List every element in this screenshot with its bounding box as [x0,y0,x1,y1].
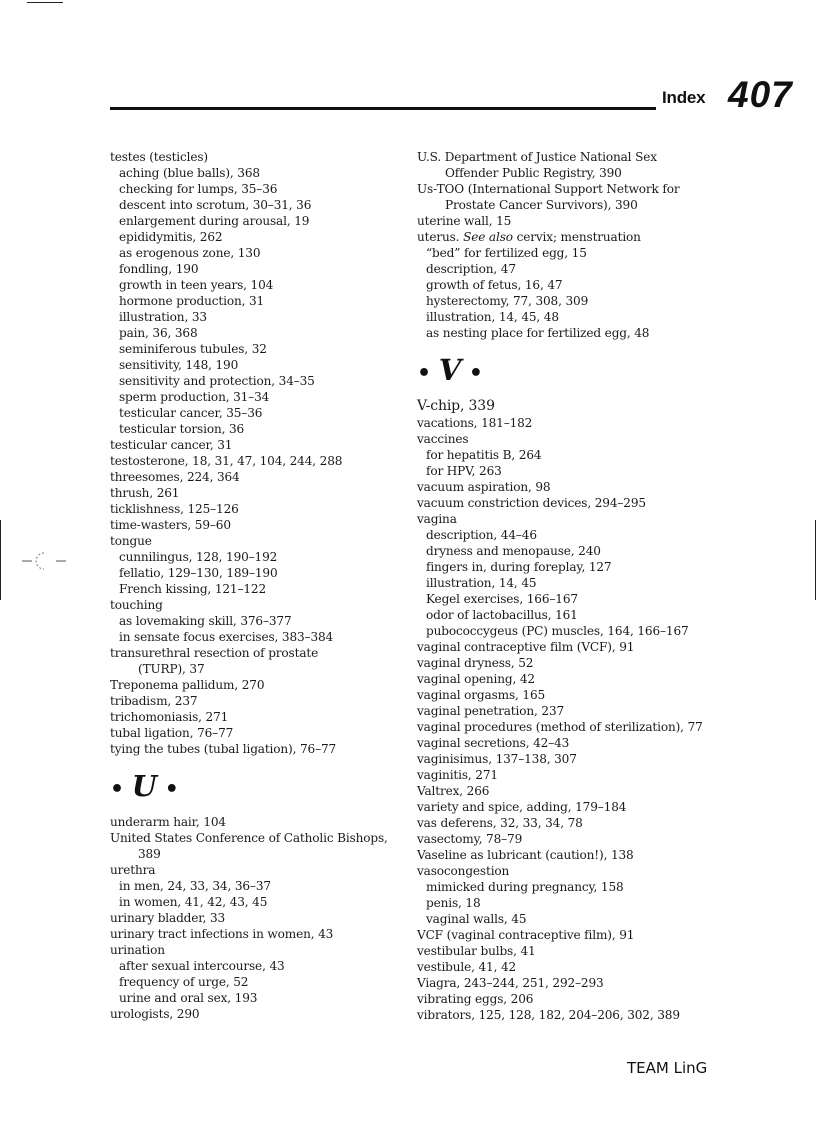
index-entry: tubal ligation, 76–77 [110,726,234,740]
index-entry: vaginal orgasms, 165 [417,688,546,702]
index-subentry: checking for lumps, 35–36 [119,182,278,196]
index-subentry: pain, 36, 368 [119,326,198,340]
index-subentry: fellatio, 129–130, 189–190 [119,566,278,580]
index-entry: variety and spice, adding, 179–184 [417,800,627,814]
index-subentry: growth in teen years, 104 [119,278,274,292]
index-subentry: mimicked during pregnancy, 158 [426,880,624,894]
index-subentry: for HPV, 263 [426,464,502,478]
index-subentry: sensitivity, 148, 190 [119,358,239,372]
index-entry-continuation: Offender Public Registry, 390 [445,166,622,180]
index-entry: vacations, 181–182 [417,416,533,430]
index-subentry: fingers in, during foreplay, 127 [426,560,612,574]
crop-mark-top [27,2,63,3]
index-entry: Viagra, 243–244, 251, 292–293 [417,976,604,990]
footer-text: TEAM LinG [627,1059,708,1077]
index-entry: vaginal opening, 42 [417,672,535,686]
index-subentry: as lovemaking skill, 376–377 [119,614,292,628]
index-entry: Treponema pallidum, 270 [110,678,265,692]
index-subentry: illustration, 33 [119,310,207,324]
index-entry: vibrators, 125, 128, 182, 204–206, 302, 389 [417,1008,680,1022]
bullet-icon: • [461,361,483,386]
index-subentry: descent into scrotum, 30–31, 36 [119,198,312,212]
index-subentry: aching (blue balls), 368 [119,166,260,180]
index-subentry: after sexual intercourse, 43 [119,959,285,973]
index-subentry: dryness and menopause, 240 [426,544,601,558]
see-also-label: See also [463,230,513,244]
page-number: 407 [728,74,793,115]
index-subentry: testicular cancer, 35–36 [119,406,263,420]
index-subentry: odor of lactobacillus, 161 [426,608,578,622]
index-subentry: pubococcygeus (PC) muscles, 164, 166–167 [426,624,689,638]
index-subentry: illustration, 14, 45 [426,576,537,590]
index-entry: thrush, 261 [110,486,180,500]
index-entry: transurethral resection of prostate [110,646,319,660]
index-subentry: seminiferous tubules, 32 [119,342,267,356]
index-subentry: French kissing, 121–122 [119,582,266,596]
index-subentry: enlargement during arousal, 19 [119,214,310,228]
index-entry: vaccines [417,432,469,446]
index-entry: vestibule, 41, 42 [417,960,517,974]
index-entry: V-chip, 339 [417,398,495,414]
index-subentry: in men, 24, 33, 34, 36–37 [119,879,271,893]
index-entry-continuation: 389 [138,847,161,861]
index-entry: Valtrex, 266 [417,784,490,798]
index-entry: vibrating eggs, 206 [417,992,534,1006]
index-entry: uterine wall, 15 [417,214,512,228]
index-entry: vestibular bulbs, 41 [417,944,536,958]
bullet-icon: • [157,777,179,802]
crop-mark-left [0,520,1,600]
index-entry [417,229,717,245]
section-heading-letter [417,341,717,398]
index-subentry: hormone production, 31 [119,294,265,308]
index-entry-continuation: (TURP), 37 [138,662,205,676]
index-entry-continuation: Prostate Cancer Survivors), 390 [445,198,638,212]
index-subentry: “bed” for fertilized egg, 15 [426,246,587,260]
header-rule [110,107,656,110]
index-entry: vaginitis, 271 [417,768,498,782]
index-entry: U.S. Department of Justice National Sex [417,150,657,164]
index-subentry: cunnilingus, 128, 190–192 [119,550,278,564]
section-heading-letter [110,757,406,814]
index-entry: underarm hair, 104 [110,815,226,829]
index-subentry: urine and oral sex, 193 [119,991,258,1005]
index-subentry: in women, 41, 42, 43, 45 [119,895,268,909]
index-subentry: Kegel exercises, 166–167 [426,592,578,606]
index-subentry: epididymitis, 262 [119,230,223,244]
index-entry: trichomoniasis, 271 [110,710,229,724]
index-entry: VCF (vaginal contraceptive film), 91 [417,928,635,942]
index-subentry: description, 44–46 [426,528,537,542]
index-entry: vaginal procedures (method of sterilization), 77 [417,720,703,734]
index-entry: vasectomy, 78–79 [417,832,523,846]
index-entry: urinary bladder, 33 [110,911,226,925]
index-entry: touching [110,598,163,612]
index-entry: vaginisimus, 137–138, 307 [417,752,577,766]
index-entry: threesomes, 224, 364 [110,470,240,484]
bullet-icon: • [417,361,439,386]
index-entry: vagina [417,512,457,526]
index-entry: United States Conference of Catholic Bishops, [110,831,388,845]
index-entry-term: uterus. [417,230,460,244]
index-subentry: as nesting place for fertilized egg, 48 [426,326,650,340]
index-subentry: frequency of urge, 52 [119,975,249,989]
index-entry: Vaseline as lubricant (caution!), 138 [417,848,634,862]
index-subentry: in sensate focus exercises, 383–384 [119,630,334,644]
index-entry: testes (testicles) [110,150,208,164]
index-entry: ticklishness, 125–126 [110,502,239,516]
index-subentry: description, 47 [426,262,516,276]
section-letter-text: V [438,353,462,387]
index-subentry: sperm production, 31–34 [119,390,270,404]
index-entry: time-wasters, 59–60 [110,518,231,532]
registration-mark [22,549,66,573]
index-subentry: for hepatitis B, 264 [426,448,542,462]
index-entry: vas deferens, 32, 33, 34, 78 [417,816,583,830]
index-subentry: testicular torsion, 36 [119,422,245,436]
index-entry: vasocongestion [417,864,510,878]
index-entry: vaginal dryness, 52 [417,656,534,670]
index-entry: testosterone, 18, 31, 47, 104, 244, 288 [110,454,343,468]
index-entry: tongue [110,534,152,548]
index-entry: Us-TOO (International Support Network for [417,182,680,196]
index-entry: tribadism, 237 [110,694,198,708]
section-letter-text: U [131,769,158,803]
index-subentry: as erogenous zone, 130 [119,246,261,260]
index-subentry: growth of fetus, 16, 47 [426,278,563,292]
index-entry: vacuum aspiration, 98 [417,480,551,494]
index-entry: vaginal contraceptive film (VCF), 91 [417,640,635,654]
index-subentry: hysterectomy, 77, 308, 309 [426,294,589,308]
index-entry: tying the tubes (tubal ligation), 76–77 [110,742,337,756]
index-column-right [417,149,717,1023]
index-entry: urologists, 290 [110,1007,200,1021]
index-entry: urethra [110,863,156,877]
index-column-left [110,149,406,1022]
index-entry: vaginal penetration, 237 [417,704,565,718]
index-entry: urinary tract infections in women, 43 [110,927,334,941]
bullet-icon: • [110,777,132,802]
index-subentry: illustration, 14, 45, 48 [426,310,559,324]
index-subentry: sensitivity and protection, 34–35 [119,374,315,388]
index-subentry: penis, 18 [426,896,481,910]
index-subentry: fondling, 190 [119,262,199,276]
cross-references: cervix; menstruation [516,230,641,244]
index-entry: testicular cancer, 31 [110,438,233,452]
index-entry: vacuum constriction devices, 294–295 [417,496,646,510]
index-subentry: vaginal walls, 45 [426,912,527,926]
index-entry: vaginal secretions, 42–43 [417,736,570,750]
index-entry: urination [110,943,165,957]
header-label: Index [662,88,706,107]
